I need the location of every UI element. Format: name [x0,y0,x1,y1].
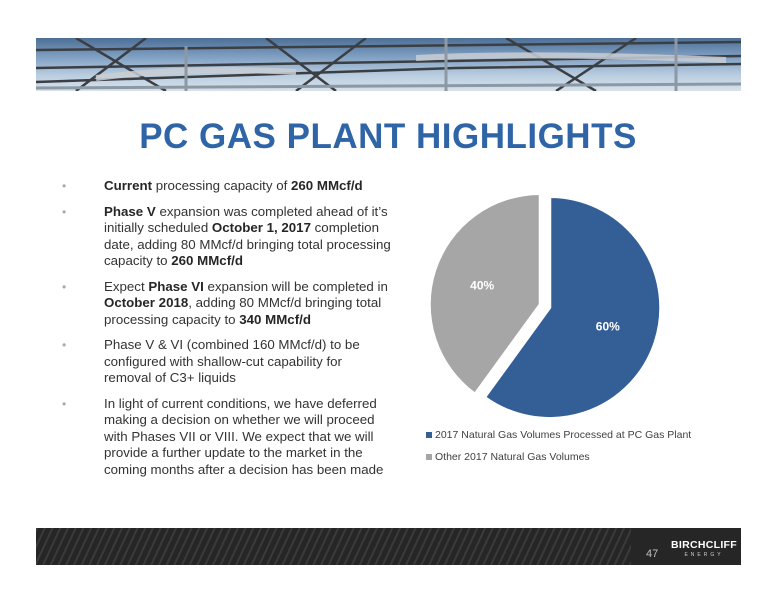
pie-data-label: 60% [595,319,620,334]
logo-subtitle: ENERGY [684,552,724,558]
footer-bar [36,528,741,565]
bullet-marker: • [62,179,67,193]
pie-data-label: 40% [470,278,495,293]
pipeline-photo-illustration [36,38,741,91]
page-number: 47 [646,548,659,560]
bullet-text: Expect [104,278,149,294]
bullet-text: , adding 80 MMcf/d bringing total processing capacity to [104,295,382,327]
legend-swatch [426,454,432,460]
legend-label: 2017 Natural Gas Volumes Processed at PC Gas Plant [435,429,692,441]
volumes-pie-chart [425,194,675,424]
footer-texture [36,528,631,565]
logo-wordmark: BIRCHCLIFF [671,539,737,551]
bullet-item [62,204,392,270]
legend-entry [426,450,691,464]
legend-swatch [426,432,432,438]
header-photo-banner [36,38,741,91]
bullet-text: expansion will be completed in [203,278,388,294]
bullet-text: Phase V & VI (combined 160 MMcf/d) to be configured with shallow-cut capability for removal of C3+ liquids [104,337,360,385]
bullet-emphasis-text: Phase V [104,203,156,219]
bullet-emphasis-text: 260 MMcf/d [290,178,363,193]
page-title: PC GAS PLANT HIGHLIGHTS [139,117,637,156]
bullet-emphasis-text: 340 MMcf/d [239,311,311,327]
birchcliff-logo [670,540,738,559]
bullet-text: expansion was completed ahead of it’s initially scheduled [104,203,388,235]
legend-entry [426,428,691,442]
bullet-text: processing capacity of [152,178,291,193]
bullet-item [62,279,392,329]
bullet-marker: • [62,279,67,294]
bullet-item [62,337,392,387]
highlights-list [62,178,392,487]
legend-label: Other 2017 Natural Gas Volumes [435,451,590,463]
chart-legend [426,428,691,472]
bullet-emphasis-text: Phase VI [148,278,204,294]
bullet-item [62,396,392,479]
bullet-emphasis-text: 260 MMcf/d [171,253,243,268]
bullet-marker: • [62,396,67,411]
bullet-emphasis-text: Current [104,178,153,193]
bullet-marker: • [62,338,67,352]
bullet-emphasis-text: October 2018 [104,295,189,310]
bullet-emphasis-text: October 1, 2017 [211,220,311,235]
bullet-marker: • [62,204,67,219]
bullet-text: completion date, adding 80 MMcf/d bringing total processing capacity to [104,220,391,268]
bullet-item [62,178,392,195]
bullet-text: In light of current conditions, we have deferred making a decision on whether we will proceed with Phases VII or VIII. We expect that we will provide a further update to the market in the coming months after a decision has been made [104,395,384,477]
